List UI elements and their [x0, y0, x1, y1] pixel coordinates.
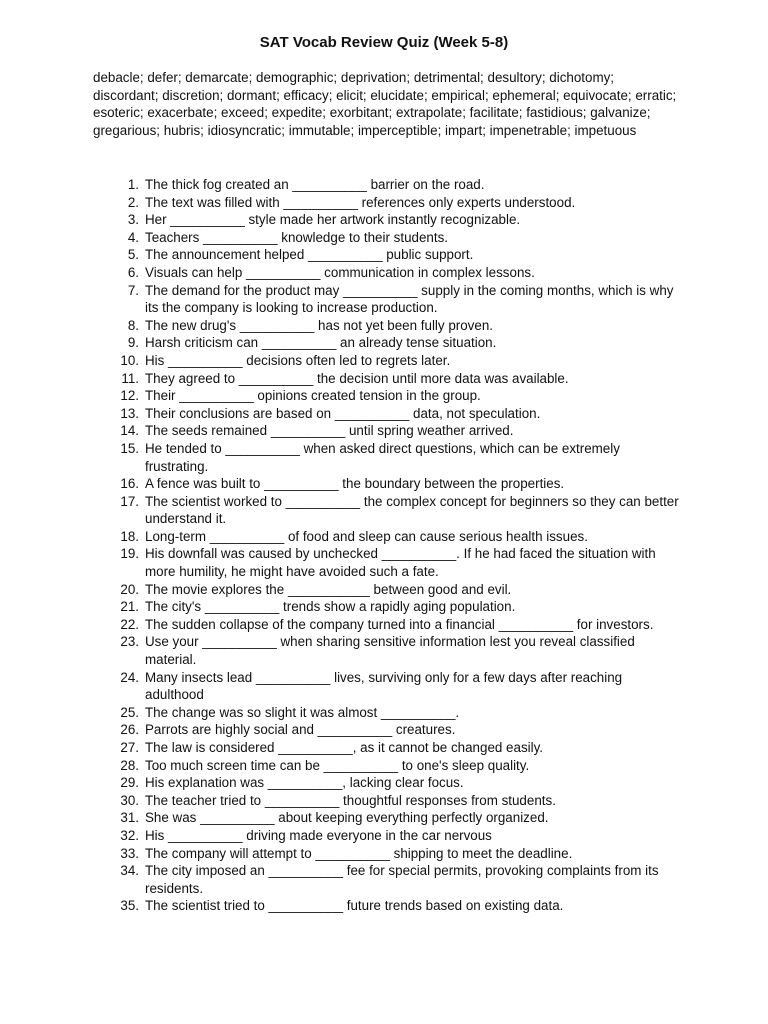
question-number: 35.	[120, 898, 139, 914]
question-number: 22.	[120, 616, 139, 632]
question-text: Parrots are highly social and __________ creatures.	[145, 722, 456, 738]
question-text: Harsh criticism can __________ an already tense situation.	[145, 335, 497, 351]
question-text: The scientist worked to __________ the complex concept for beginners so they can better understand it.	[145, 493, 679, 527]
question-text: Use your __________ when sharing sensitive information lest you reveal classified material.	[145, 634, 635, 668]
question-number: 1.	[127, 177, 139, 192]
question-item	[93, 704, 683, 722]
question-text: She was __________ about keeping everything perfectly organized.	[145, 810, 549, 826]
question-text: Teachers __________ knowledge to their students.	[145, 229, 448, 245]
question-item	[93, 282, 683, 317]
question-text: A fence was built to __________ the boundary between the properties.	[145, 476, 565, 492]
question-item	[93, 176, 683, 194]
question-text: The new drug's __________ has not yet been fully proven.	[145, 317, 493, 333]
question-number: 31.	[120, 810, 139, 826]
question-text: The demand for the product may __________ supply in the coming months, which is why its the company is looking to increase production.	[145, 282, 674, 316]
question-number: 6.	[127, 264, 139, 280]
question-number: 8.	[127, 317, 139, 333]
question-item	[93, 774, 683, 792]
question-item	[93, 405, 683, 423]
question-text: The city imposed an __________ fee for special permits, provoking complaints from its residents.	[145, 863, 659, 896]
question-item	[93, 246, 683, 264]
question-number: 14.	[120, 423, 139, 439]
question-text: His explanation was __________, lacking clear focus.	[145, 775, 464, 791]
question-number: 5.	[127, 247, 139, 263]
question-number: 28.	[120, 757, 139, 773]
question-item	[93, 352, 683, 370]
question-text: Many insects lead __________ lives, surviving only for a few days after reaching adulthood	[145, 669, 623, 703]
question-number: 23.	[120, 634, 139, 650]
question-item	[93, 757, 683, 775]
question-text: The seeds remained __________ until spring weather arrived.	[145, 423, 514, 439]
question-item	[93, 827, 683, 845]
question-text: Visuals can help __________ communication in complex lessons.	[145, 264, 535, 280]
question-item	[93, 440, 683, 475]
question-number: 21.	[120, 599, 139, 615]
question-number: 13.	[120, 405, 139, 421]
question-text: He tended to __________ when asked direct questions, which can be extremely frustrating.	[145, 440, 620, 474]
question-number: 26.	[120, 722, 139, 738]
word-bank: debacle; defer; demarcate; demographic; deprivation; detrimental; desultory; dichotomy; discordant; discretion; dormant; efficacy; elicit; elucidate; empirical; ephemeral; equivocate; erratic; esoteric; exacerbate; exceed; expedite; exorbitant; extrapolate; facilitate; fastidious; galvanize; gregarious; hubris; idiosyncratic; immutable; imperceptible; impart; impenetrable; impetuous	[93, 70, 677, 138]
question-item	[93, 897, 683, 915]
question-number: 3.	[127, 212, 139, 228]
page-title: SAT Vocab Review Quiz (Week 5-8)	[259, 34, 509, 51]
question-item	[93, 334, 683, 352]
question-text: The movie explores the ___________ between good and evil.	[145, 581, 512, 597]
question-text: The city's __________ trends show a rapidly aging population.	[145, 599, 516, 615]
question-number: 15.	[120, 440, 139, 456]
question-text: Their conclusions are based on __________ data, not speculation.	[145, 405, 541, 421]
question-item	[93, 809, 683, 827]
question-item	[93, 211, 683, 229]
question-item	[93, 264, 683, 282]
question-item	[93, 845, 683, 863]
question-item	[93, 739, 683, 757]
question-item	[93, 422, 683, 440]
question-number: 32.	[120, 827, 139, 843]
question-number: 33.	[120, 845, 139, 861]
question-list	[93, 176, 683, 915]
question-text: The law is considered __________, as it cannot be changed easily.	[145, 740, 544, 755]
question-text: His downfall was caused by unchecked __________. If he had faced the situation with more humility, he might have avoided such a fate.	[145, 546, 656, 580]
question-number: 25.	[120, 704, 139, 720]
question-item	[93, 792, 683, 810]
question-number: 16.	[120, 476, 139, 492]
question-item	[93, 370, 683, 388]
question-item	[93, 633, 683, 668]
question-number: 11.	[121, 370, 139, 386]
question-item	[93, 545, 683, 580]
question-text: The announcement helped __________ public support.	[145, 247, 474, 263]
question-number: 12.	[120, 388, 139, 404]
question-text: Too much screen time can be __________ to one's sleep quality.	[145, 757, 530, 773]
question-text: The thick fog created an __________ barrier on the road.	[145, 177, 485, 192]
question-text: They agreed to __________ the decision until more data was available.	[145, 370, 569, 386]
question-number: 10.	[120, 352, 139, 368]
question-text: The teacher tried to __________ thoughtful responses from students.	[145, 792, 556, 808]
question-text: His __________ driving made everyone in the car nervous	[145, 827, 492, 843]
question-item	[93, 475, 683, 493]
question-text: His __________ decisions often led to regrets later.	[145, 352, 451, 368]
question-item	[93, 862, 683, 897]
question-item	[93, 387, 683, 405]
question-number: 29.	[120, 775, 139, 791]
question-item	[93, 669, 683, 704]
question-number: 19.	[120, 546, 139, 562]
question-number: 34.	[120, 863, 139, 879]
question-item	[93, 229, 683, 247]
question-number: 20.	[120, 581, 139, 597]
question-number: 7.	[127, 282, 139, 298]
question-item	[93, 616, 683, 634]
question-text: The scientist tried to __________ future trends based on existing data.	[145, 898, 564, 914]
question-text: Her __________ style made her artwork instantly recognizable.	[145, 212, 521, 228]
question-text: The text was filled with __________ references only experts understood.	[145, 194, 576, 210]
question-item	[93, 194, 683, 212]
question-text: The company will attempt to __________ shipping to meet the deadline.	[145, 845, 573, 861]
question-number: 2.	[127, 194, 139, 210]
question-item	[93, 493, 683, 528]
question-text: Long-term __________ of food and sleep can cause serious health issues.	[145, 528, 588, 544]
question-text: The sudden collapse of the company turned into a financial __________ for investors.	[145, 616, 654, 632]
question-number: 27.	[120, 740, 139, 755]
question-number: 24.	[120, 669, 139, 685]
question-number: 30.	[120, 792, 139, 808]
question-number: 18.	[120, 528, 139, 544]
question-number: 4.	[127, 229, 139, 245]
question-number: 17.	[120, 493, 139, 509]
question-item	[93, 721, 683, 739]
question-item	[93, 317, 683, 335]
question-item	[93, 528, 683, 546]
question-text: Their __________ opinions created tension in the group.	[145, 388, 481, 404]
question-text: The change was so slight it was almost __________.	[145, 704, 460, 720]
question-number: 9.	[127, 335, 139, 351]
question-item	[93, 598, 683, 616]
question-item	[93, 581, 683, 599]
